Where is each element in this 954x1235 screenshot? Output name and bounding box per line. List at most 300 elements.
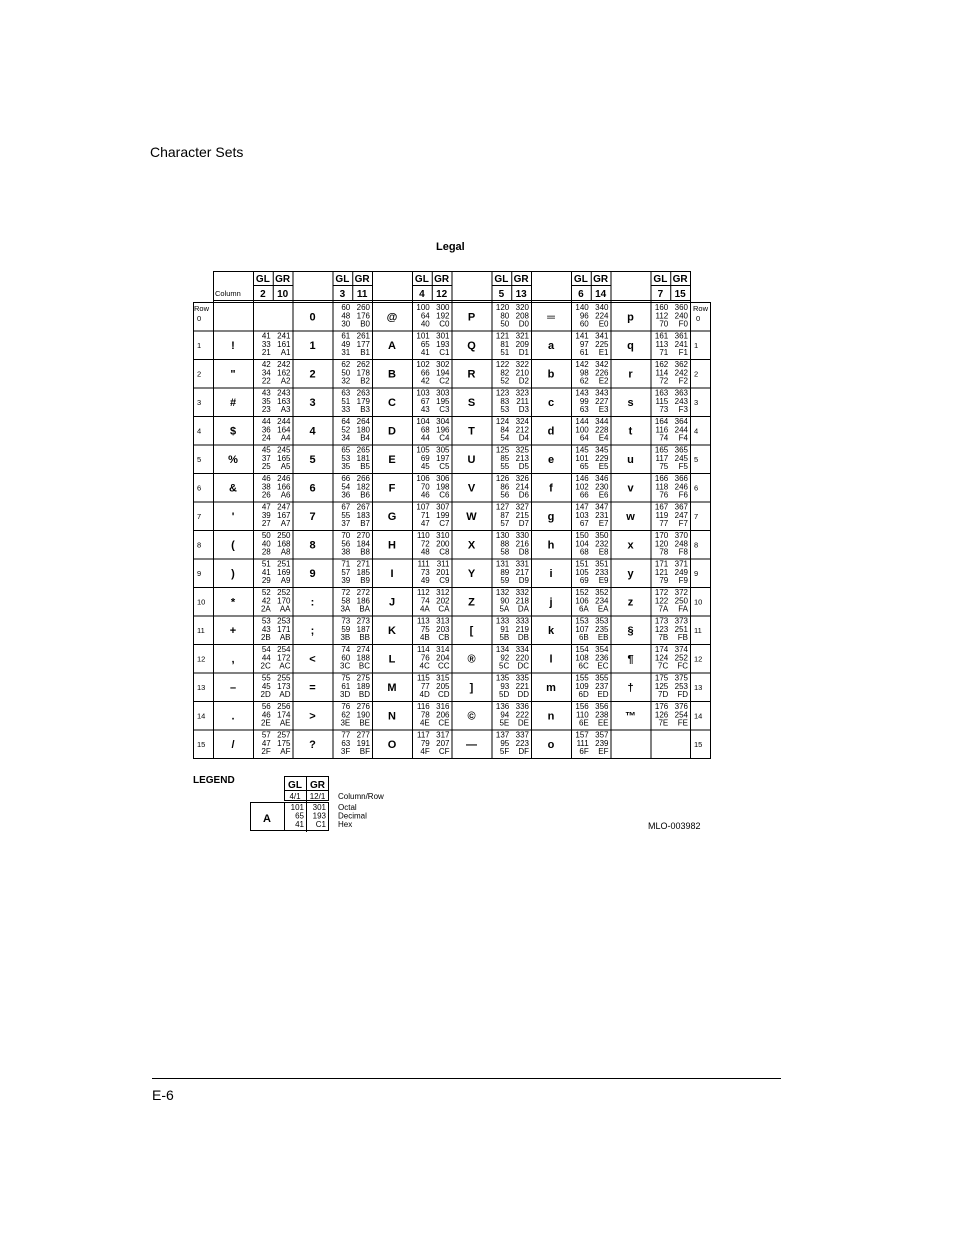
gl-code: 72 <box>420 539 430 549</box>
gl-code: 102 <box>575 482 589 492</box>
gr-code: 370 <box>674 531 688 540</box>
gr-code: AC <box>279 661 291 671</box>
gr-code: CC <box>437 661 450 671</box>
gl-code: 55 <box>500 462 510 472</box>
gr-code: 247 <box>674 510 688 520</box>
glyph-cell: O <box>387 738 397 751</box>
gl-code: 36 <box>261 425 271 435</box>
gr-code: 174 <box>277 710 291 720</box>
gl-code: 64 <box>579 433 589 443</box>
gl-code: 141 <box>575 331 589 341</box>
gr-code: 276 <box>356 702 370 711</box>
gr-code: F9 <box>678 576 688 586</box>
row-number: 6 <box>197 483 202 493</box>
row-number: 14 <box>694 711 703 721</box>
row-number: 7 <box>197 511 202 521</box>
gl-header: GL <box>255 274 270 285</box>
gl-code: 142 <box>575 360 589 369</box>
gl-code: 5D <box>499 690 510 700</box>
gr-code: B0 <box>360 319 370 329</box>
gl-code: 2A <box>260 604 271 614</box>
gr-code: 175 <box>277 738 291 748</box>
gr-code: 213 <box>515 453 529 463</box>
glyph-cell: ( <box>231 539 235 552</box>
gr-code: 306 <box>436 474 450 483</box>
gr-code: AE <box>279 718 291 728</box>
gl-code: 147 <box>575 502 589 512</box>
row-number: 3 <box>694 397 699 407</box>
gr-code: F1 <box>678 348 688 358</box>
gl-code: 172 <box>654 588 669 597</box>
gl-code: 118 <box>655 482 669 492</box>
row-number: 14 <box>197 711 206 721</box>
gl-column-number: 3 <box>339 289 346 300</box>
gr-code: B2 <box>360 376 370 386</box>
gr-code: F7 <box>678 519 688 529</box>
gl-code: 70 <box>420 482 430 492</box>
glyph-cell: H <box>388 539 396 552</box>
gr-code: 218 <box>515 596 529 606</box>
gl-code: 54 <box>261 645 271 654</box>
gl-code: 4E <box>419 718 430 728</box>
gr-code: C4 <box>439 433 450 443</box>
gr-code: C9 <box>439 576 450 586</box>
gl-header: GL <box>653 274 668 285</box>
gl-code: 39 <box>261 510 271 520</box>
gr-code: 332 <box>515 588 529 597</box>
glyph-cell: u <box>627 453 634 466</box>
gl-code: 111 <box>417 559 430 569</box>
row-number: 12 <box>197 654 206 664</box>
gl-code: 116 <box>416 702 430 711</box>
gl-code: 7A <box>658 604 669 614</box>
gr-code: AF <box>280 747 291 757</box>
glyph-cell: F <box>388 482 396 495</box>
gl-code: 91 <box>500 624 510 634</box>
gr-code: 210 <box>515 368 529 378</box>
gl-code: 106 <box>416 474 430 483</box>
gl-code: 61 <box>341 331 351 341</box>
legend-description: Hex <box>338 820 353 829</box>
gl-code: 5E <box>499 718 510 728</box>
gl-code: 42 <box>261 360 271 369</box>
gl-code: 4B <box>419 633 430 643</box>
gl-code: 153 <box>575 616 589 626</box>
gl-code: 52 <box>261 588 271 597</box>
gl-code: 33 <box>261 339 271 349</box>
glyph-cell: $ <box>229 425 237 438</box>
gr-code: 244 <box>277 417 291 426</box>
gl-code: 36 <box>341 490 351 500</box>
gl-code: 34 <box>261 368 271 378</box>
gr-code: CD <box>437 690 450 700</box>
glyph-cell: i <box>549 567 553 580</box>
gl-code: 75 <box>341 673 351 683</box>
gr-code: 273 <box>356 616 370 626</box>
gl-code: 65 <box>420 339 430 349</box>
gl-code: 74 <box>420 596 430 606</box>
gl-code: 71 <box>659 348 669 358</box>
gl-code: 56 <box>500 490 510 500</box>
gr-code: 257 <box>277 730 291 740</box>
glyph-cell: a <box>547 339 555 352</box>
gr-code: ED <box>597 690 609 700</box>
gl-code: 122 <box>495 360 510 369</box>
gl-code: 62 <box>341 710 351 720</box>
gl-code: 34 <box>341 433 351 443</box>
glyph-cell: B <box>388 368 396 381</box>
gr-code: B7 <box>360 519 370 529</box>
row-number: 12 <box>694 654 703 664</box>
row-number: 4 <box>197 426 202 436</box>
gr-code: F4 <box>678 433 688 443</box>
gl-code: 26 <box>261 490 271 500</box>
gl-code: 52 <box>500 376 510 386</box>
gr-code: 195 <box>436 396 450 406</box>
gl-code: 42 <box>261 596 271 606</box>
gl-code: 5A <box>499 604 510 614</box>
glyph-cell: > <box>309 710 316 723</box>
gl-code: 101 <box>416 331 430 341</box>
glyph-cell: = <box>309 681 316 694</box>
gr-code: 236 <box>595 653 609 663</box>
gr-header: GR <box>275 274 291 285</box>
row-number: 7 <box>694 511 699 521</box>
row-label-left: Row <box>194 304 210 313</box>
glyph-cell: * <box>230 596 236 609</box>
gr-code: 200 <box>436 539 450 549</box>
gl-code: 117 <box>655 453 669 463</box>
gr-code: D7 <box>518 519 529 529</box>
gr-code: 204 <box>436 653 450 663</box>
gl-code: 57 <box>341 567 351 577</box>
gl-code: 37 <box>261 453 271 463</box>
gr-code: CE <box>438 718 450 728</box>
gr-code: 243 <box>674 396 688 406</box>
glyph-cell: / <box>231 738 235 751</box>
gr-code: 216 <box>515 539 529 549</box>
gr-code: 253 <box>674 681 688 691</box>
gl-code: 65 <box>579 462 589 472</box>
row-number: 13 <box>694 682 703 692</box>
gl-code: 108 <box>575 653 589 663</box>
glyph-cell: f <box>549 482 553 495</box>
gr-code: 209 <box>515 339 529 349</box>
gl-code: 113 <box>655 339 669 349</box>
gr-code: 248 <box>674 539 688 549</box>
gl-code: 124 <box>495 417 510 426</box>
gl-code: 104 <box>575 539 589 549</box>
gl-code: 49 <box>420 576 430 586</box>
gl-code: 76 <box>341 702 351 711</box>
gr-code: 249 <box>674 567 688 577</box>
gr-code: 215 <box>515 510 529 520</box>
gl-code: 5F <box>499 747 510 757</box>
gl-code: 126 <box>654 710 669 720</box>
glyph-cell: r <box>628 368 633 381</box>
gl-code: 31 <box>341 348 351 358</box>
gl-code: 29 <box>261 576 271 586</box>
gr-code: BA <box>359 604 370 614</box>
gl-code: 171 <box>654 559 669 569</box>
glyph-cell: c <box>547 396 555 409</box>
glyph-cell: < <box>309 653 316 666</box>
gr-code: 327 <box>515 502 529 512</box>
gr-code: 176 <box>356 311 370 321</box>
gl-code: 5C <box>499 661 510 671</box>
gr-code: 356 <box>595 702 609 711</box>
gr-code: D8 <box>518 547 529 557</box>
gl-header: GL <box>335 274 350 285</box>
gr-code: AB <box>279 633 291 643</box>
gl-code: 103 <box>575 510 589 520</box>
glyph-cell: ' <box>231 510 235 523</box>
legend <box>193 772 723 837</box>
gl-code: 43 <box>261 388 271 398</box>
gl-code: 151 <box>575 559 589 569</box>
gl-code: 45 <box>261 681 271 691</box>
gr-code: 351 <box>595 559 609 569</box>
gr-code: 264 <box>356 417 370 426</box>
legend-gl-value: 101 <box>290 803 304 812</box>
glyph-cell: 6 <box>309 482 316 495</box>
gr-code: 301 <box>436 331 450 341</box>
glyph-cell: N <box>388 710 396 723</box>
gr-header: GR <box>513 274 529 285</box>
gl-code: 50 <box>500 319 510 329</box>
gr-code: 217 <box>515 567 529 577</box>
glyph-cell: – <box>229 681 237 694</box>
gr-code: 247 <box>277 502 291 512</box>
gr-code: 310 <box>436 531 450 540</box>
gl-code: 58 <box>500 547 510 557</box>
gl-code: 117 <box>416 730 430 740</box>
gl-code: 40 <box>261 539 271 549</box>
gl-code: 66 <box>420 368 430 378</box>
gl-code: 38 <box>261 482 271 492</box>
gl-code: 165 <box>654 445 669 455</box>
gr-code: 336 <box>515 702 529 711</box>
gl-code: 46 <box>420 490 430 500</box>
gr-code: 191 <box>356 738 370 748</box>
gl-code: 121 <box>654 567 669 577</box>
gl-code: 86 <box>500 482 510 492</box>
gr-code: 354 <box>595 645 609 654</box>
gr-code: 277 <box>356 730 370 740</box>
gl-code: 63 <box>341 388 351 398</box>
gl-code: 115 <box>416 673 430 683</box>
glyph-cell: ! <box>231 339 235 352</box>
gl-code: 133 <box>495 616 510 626</box>
gr-code: A7 <box>280 519 291 529</box>
glyph-cell: D <box>388 425 396 438</box>
gr-code: 242 <box>277 360 291 369</box>
gr-code: C0 <box>439 319 450 329</box>
gl-code: 6F <box>579 747 589 757</box>
gl-code: 175 <box>654 673 669 683</box>
gl-code: 76 <box>659 490 669 500</box>
glyph-cell: © <box>467 710 476 723</box>
gr-code: E0 <box>598 319 609 329</box>
glyph-cell: 0 <box>309 311 316 324</box>
gr-code: 171 <box>277 624 291 634</box>
row-number: 8 <box>197 540 202 550</box>
gr-code: DA <box>517 604 529 614</box>
glyph-cell: + <box>229 624 237 637</box>
gr-code: 224 <box>595 311 609 321</box>
gr-code: D2 <box>518 376 529 386</box>
gr-code: 366 <box>674 474 688 483</box>
glyph-cell: 3 <box>309 396 316 409</box>
gr-code: B1 <box>360 348 370 358</box>
gr-code: BC <box>358 661 370 671</box>
gr-code: BB <box>359 633 370 643</box>
gl-code: 115 <box>655 396 669 406</box>
gr-code: 227 <box>595 396 609 406</box>
gl-code: 162 <box>654 360 669 369</box>
gl-code: 62 <box>341 360 351 369</box>
gl-code: 47 <box>261 738 271 748</box>
gr-column-number: 11 <box>356 289 368 300</box>
gr-code: 164 <box>277 425 291 435</box>
glyph-cell: ═ <box>547 311 555 324</box>
gr-code: D9 <box>518 576 529 586</box>
gl-code: 45 <box>420 462 430 472</box>
glyph-cell: j <box>549 596 553 609</box>
gl-code: 137 <box>495 730 510 740</box>
gl-code: 112 <box>416 588 430 597</box>
gl-code: 103 <box>416 388 430 398</box>
gr-code: 250 <box>674 596 688 606</box>
gr-code: 193 <box>436 339 450 349</box>
gr-code: 322 <box>515 360 529 369</box>
row-number: 0 <box>696 314 701 323</box>
gl-code: 101 <box>575 453 589 463</box>
gr-code: 242 <box>674 368 688 378</box>
gr-code: C7 <box>439 519 450 529</box>
gl-code: 23 <box>261 405 271 415</box>
gl-column-number: 2 <box>260 289 266 300</box>
gl-code: 58 <box>341 596 351 606</box>
gr-code: A3 <box>280 405 291 415</box>
gr-code: 347 <box>595 502 609 512</box>
gl-code: 80 <box>500 311 510 321</box>
gl-code: 132 <box>495 588 510 597</box>
glyph-cell: ) <box>231 567 235 580</box>
gl-code: 89 <box>500 567 510 577</box>
gl-code: 3E <box>340 718 351 728</box>
gr-column-number: 13 <box>515 289 527 300</box>
gr-code: D5 <box>518 462 529 472</box>
gl-code: 70 <box>341 531 351 540</box>
gl-code: 57 <box>261 730 271 740</box>
glyph-cell: Y <box>467 567 476 580</box>
gr-code: 246 <box>674 482 688 492</box>
gr-code: 207 <box>436 738 450 748</box>
gl-code: 83 <box>500 396 510 406</box>
gl-code: 110 <box>575 710 589 720</box>
gl-code: 62 <box>579 376 589 386</box>
gl-code: 90 <box>500 596 510 606</box>
gr-code: 208 <box>515 311 529 321</box>
gr-code: 182 <box>356 482 370 492</box>
gr-header: GR <box>434 274 450 285</box>
gr-code: 367 <box>674 502 688 512</box>
glyph-cell: 2 <box>309 368 316 381</box>
gl-code: 126 <box>495 474 510 483</box>
row-number: 9 <box>197 568 202 578</box>
gl-header: GL <box>494 274 509 285</box>
gl-code: 84 <box>500 425 510 435</box>
glyph-cell: M <box>387 681 397 694</box>
gr-code: 335 <box>515 673 529 683</box>
gl-code: 95 <box>500 738 510 748</box>
gl-code: 109 <box>575 681 589 691</box>
gr-code: 300 <box>436 303 450 312</box>
gl-code: 35 <box>341 462 351 472</box>
gr-code: 305 <box>436 445 450 455</box>
glyph-cell: R <box>467 368 476 381</box>
gr-code: 187 <box>356 624 370 634</box>
gl-code: 51 <box>261 559 271 569</box>
gl-header: GL <box>414 274 429 285</box>
gl-code: 100 <box>575 425 589 435</box>
glyph-cell: # <box>229 396 237 409</box>
gr-code: 374 <box>674 645 688 654</box>
row-number: 10 <box>197 597 206 607</box>
gr-code: 346 <box>595 474 609 483</box>
glyph-cell: 7 <box>309 510 316 523</box>
gr-code: A9 <box>280 576 291 586</box>
gr-code: 179 <box>356 396 370 406</box>
gr-code: BE <box>359 718 370 728</box>
gr-code: D1 <box>518 348 529 358</box>
gl-code: 160 <box>654 303 669 312</box>
gl-column-number: 7 <box>657 289 664 300</box>
gl-code: 46 <box>261 474 271 483</box>
gr-code: B5 <box>360 462 370 472</box>
gr-code: 244 <box>674 425 688 435</box>
gr-code: 226 <box>595 368 609 378</box>
gr-code: E3 <box>598 405 609 415</box>
gr-code: 261 <box>356 331 370 341</box>
gr-code: 241 <box>277 331 291 341</box>
glyph-cell: 1 <box>309 339 316 352</box>
gl-code: 98 <box>579 368 589 378</box>
gl-code: 140 <box>575 303 589 312</box>
gr-code: B9 <box>360 576 370 586</box>
gr-code: 363 <box>674 388 688 398</box>
gr-column-number: 10 <box>277 289 289 300</box>
row-number: 6 <box>694 483 699 493</box>
gr-code: 262 <box>356 360 370 369</box>
gl-code: 79 <box>659 576 669 586</box>
glyph-cell: [ <box>469 624 474 637</box>
gr-code: 342 <box>595 360 609 369</box>
legend-gl-value: 65 <box>295 811 304 821</box>
gr-code: 325 <box>515 445 529 455</box>
glyph-cell: E <box>388 453 396 466</box>
gl-code: 176 <box>654 702 669 711</box>
glyph-cell: h <box>547 539 555 552</box>
gl-code: 85 <box>500 453 510 463</box>
glyph-cell: " <box>230 368 236 381</box>
gl-code: 61 <box>579 348 589 358</box>
gl-code: 114 <box>655 368 669 378</box>
gl-code: 154 <box>575 645 589 654</box>
gr-code: 304 <box>436 417 450 426</box>
gr-code: 214 <box>515 482 529 492</box>
